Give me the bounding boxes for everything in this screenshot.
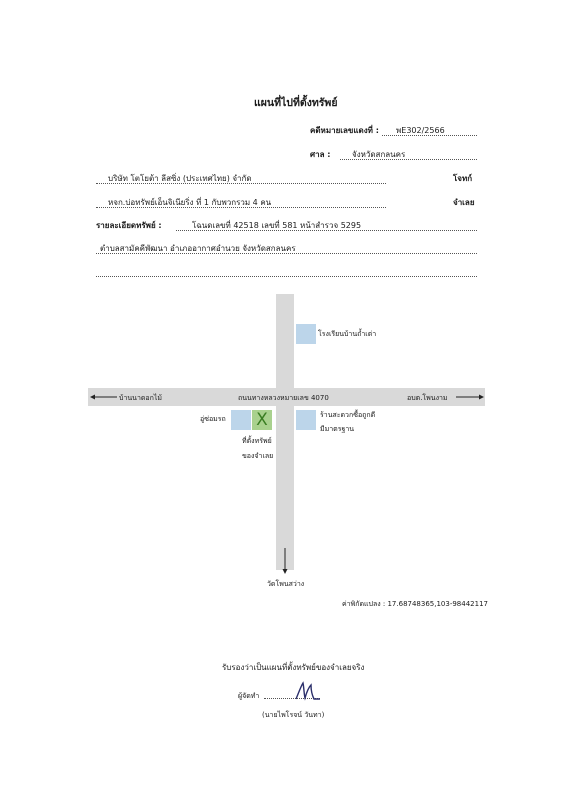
school-label: โรงเรียนบ้านถ้ำเต่า xyxy=(318,330,377,338)
right-arrow-icon xyxy=(456,393,484,401)
property-label-line2: ของจำเลย xyxy=(242,452,274,460)
shop-landmark xyxy=(296,410,316,430)
down-arrow-icon xyxy=(281,548,289,574)
case-number-label: คดีหมายเลขแดงที่ : xyxy=(310,126,379,135)
bottom-destination-label: วัดโพนสว่าง xyxy=(267,580,305,588)
blank-line xyxy=(96,276,477,277)
maker-name: (นายไพโรจน์ วันทา) xyxy=(262,711,325,719)
left-arrow-icon xyxy=(90,393,118,401)
page-title: แผนที่ไปที่ตั้งทรัพย์ xyxy=(254,97,338,109)
court-value: จังหวัดสกลนคร xyxy=(352,150,406,159)
detail-value: โฉนดเลขที่ 42518 เลขที่ 581 หน้าสำรวจ 5295 xyxy=(192,221,362,230)
property-marker: X xyxy=(252,410,272,430)
property-label-line1: ที่ตั้งทรัพย์ xyxy=(242,437,272,445)
defendant-value: หจก.บ่อทรัพย์เอ็นจิเนียริ่ง ที่ 1 กับพวกรวม 4 คน xyxy=(108,198,272,207)
garage-landmark xyxy=(231,410,251,430)
plaintiff-value: บริษัท โตโยต้า ลีสซิ่ง (ประเทศไทย) จำกัด xyxy=(108,174,252,183)
court-label: ศาล : xyxy=(310,150,331,159)
garage-label: อู่ซ่อมรถ xyxy=(200,415,226,423)
address-value: ตำบลสามัคคีพัฒนา อำเภออากาศอำนวย จังหวัดสกลนคร xyxy=(100,244,296,253)
maker-label: ผู้จัดทำ xyxy=(238,692,260,700)
shop-label-line2: มีมาตรฐาน xyxy=(320,425,355,433)
plaintiff-label: โจทก์ xyxy=(453,174,473,183)
certification-text: รับรองว่าเป็นแผนที่ตั้งทรัพย์ของจำเลยจริง xyxy=(222,663,365,672)
case-number-value: พE302/2566 xyxy=(396,126,445,135)
school-landmark xyxy=(296,324,316,344)
coordinates: ค่าพิกัดแปลง : 17.68748365,103-98442117 xyxy=(342,600,488,608)
signature-icon xyxy=(293,680,323,702)
vertical-road xyxy=(276,294,294,570)
shop-label-line1: ร้านสะดวกซื้อถูกดี xyxy=(320,411,376,419)
highway-label: ถนนทางหลวงหมายเลข 4070 xyxy=(238,394,329,402)
right-destination-label: อบต.โพนงาม xyxy=(407,394,448,402)
left-destination-label: บ้านนาดอกไม้ xyxy=(119,394,162,402)
defendant-label: จำเลย xyxy=(453,198,475,207)
detail-label: รายละเอียดทรัพย์ : xyxy=(96,221,162,230)
